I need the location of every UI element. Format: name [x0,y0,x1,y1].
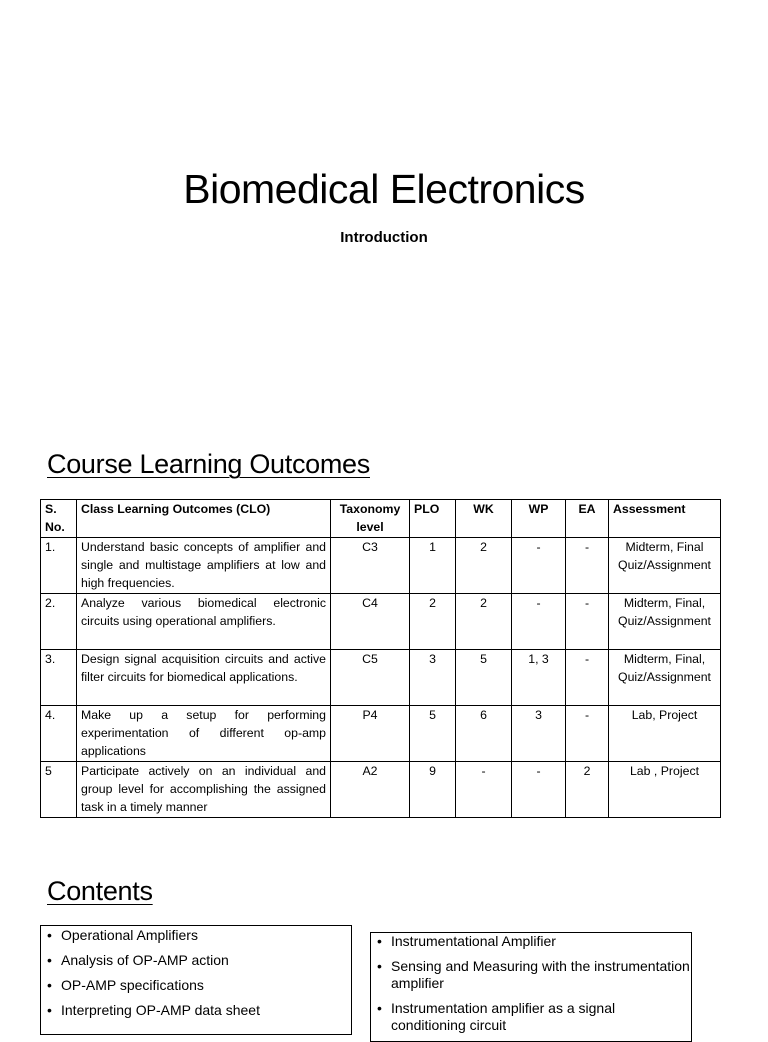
cell-taxonomy: C3 [331,537,410,593]
cell-wp: 1, 3 [512,649,566,705]
clo-table-header-row [41,500,721,538]
cell-sno: 3. [41,649,77,705]
cell-assessment: Midterm, Final, Quiz/Assignment [609,593,721,649]
contents-list-left [41,926,351,1019]
contents-box-right [370,932,692,1042]
bullet-icon: • [377,933,382,949]
cell-ea: - [566,593,609,649]
contents-section-heading: Contents [47,876,153,906]
header-sno: S. No. [41,500,77,538]
cell-clo: Design signal acquisition circuits and active filter circuits for biomedical applications. [77,649,331,705]
cell-sno: 2. [41,593,77,649]
cell-assessment: Midterm, Final, Quiz/Assignment [609,649,721,705]
header-ea: EA [566,500,609,538]
list-item-label: Instrumentational Amplifier [391,933,556,949]
header-taxonomy: Taxonomy level [331,500,410,538]
table-row [41,537,721,593]
cell-taxonomy: A2 [331,761,410,817]
cell-plo: 5 [410,705,456,761]
cell-wk: 2 [456,593,512,649]
cell-assessment: Lab , Project [609,761,721,817]
list-item [375,958,691,992]
list-item-label: Instrumentation amplifier as a signal conditioning circuit [391,1000,616,1033]
cell-wk: 2 [456,537,512,593]
cell-plo: 3 [410,649,456,705]
header-assessment: Assessment [609,500,721,538]
cell-sno: 4. [41,705,77,761]
cell-ea: 2 [566,761,609,817]
cell-plo: 9 [410,761,456,817]
header-clo: Class Learning Outcomes (CLO) [77,500,331,538]
cell-ea: - [566,649,609,705]
cell-clo: Make up a setup for performing experimentation of different op-amp applications [77,705,331,761]
cell-plo: 1 [410,537,456,593]
page-subtitle: Introduction [340,229,428,246]
list-item-label: Interpreting OP-AMP data sheet [61,1002,260,1018]
table-row [41,649,721,705]
list-item [45,927,351,944]
cell-taxonomy: C5 [331,649,410,705]
cell-wp: 3 [512,705,566,761]
cell-plo: 2 [410,593,456,649]
cell-sno: 5 [41,761,77,817]
list-item-label: Operational Amplifiers [61,927,198,943]
bullet-icon: • [377,958,382,974]
cell-assessment: Lab, Project [609,705,721,761]
cell-wp: - [512,761,566,817]
cell-sno: 1. [41,537,77,593]
header-plo: PLO [410,500,456,538]
cell-clo: Understand basic concepts of amplifier and single and multistage amplifiers at low and high frequencies. [77,537,331,593]
contents-box-left [40,925,352,1035]
cell-clo: Participate actively on an individual and group level for accomplishing the assigned task in a timely manner [77,761,331,817]
list-item-label: Analysis of OP-AMP action [61,952,229,968]
bullet-icon: • [47,927,52,943]
header-wp: WP [512,500,566,538]
page-title: Biomedical Electronics [183,166,585,212]
list-item [45,977,351,994]
header-wk: WK [456,500,512,538]
cell-clo: Analyze various biomedical electronic circuits using operational amplifiers. [77,593,331,649]
cell-wp: - [512,537,566,593]
list-item [375,1000,691,1034]
bullet-icon: • [47,1002,52,1018]
contents-list-right [371,933,691,1034]
cell-wk: 6 [456,705,512,761]
cell-ea: - [566,537,609,593]
cell-wk: 5 [456,649,512,705]
list-item-label: OP-AMP specifications [61,977,204,993]
cell-wp: - [512,593,566,649]
cell-taxonomy: C4 [331,593,410,649]
clo-section-heading: Course Learning Outcomes [47,449,370,479]
list-item [45,1002,351,1019]
bullet-icon: • [377,1000,382,1016]
table-row [41,761,721,817]
bullet-icon: • [47,977,52,993]
cell-taxonomy: P4 [331,705,410,761]
table-row [41,593,721,649]
list-item [45,952,351,969]
list-item-label: Sensing and Measuring with the instrumentation amplifier [391,958,690,991]
list-item [375,933,691,950]
table-row [41,705,721,761]
bullet-icon: • [47,952,52,968]
cell-ea: - [566,705,609,761]
cell-wk: - [456,761,512,817]
clo-table [40,499,721,818]
cell-assessment: Midterm, Final Quiz/Assignment [609,537,721,593]
